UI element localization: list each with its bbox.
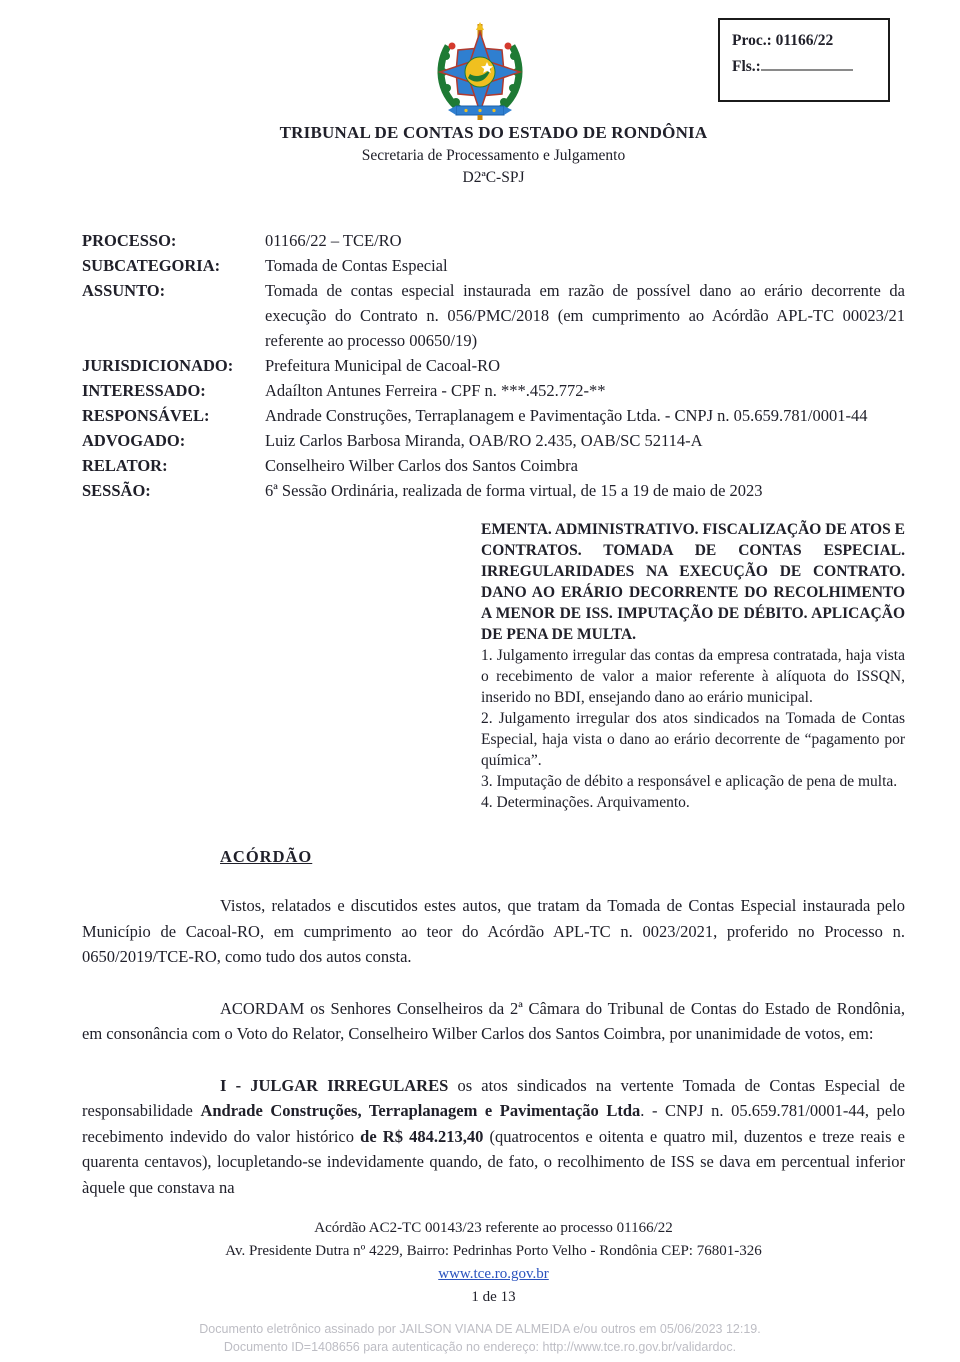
meta-row-advogado [82, 428, 905, 453]
responsible-company-name: Andrade Construções, Terraplanagem e Pavimentação Ltda [200, 1101, 641, 1120]
meta-value: Tomada de Contas Especial [265, 256, 448, 275]
decision-text: os atos sindicados na vertente Tomada de Contas Especial de responsabilidade [82, 1075, 905, 1120]
meta-value: Andrade Construções, Terraplanagem e Pavimentação Ltda. - CNPJ n. 05.659.781/0001-44 [265, 406, 868, 425]
meta-label: RELATOR: [82, 456, 168, 475]
acordao-paragraph-2: ACORDAM os Senhores Conselheiros da 2ª Câmara do Tribunal de Contas do Estado de Rondônia, em consonância com o Voto do Relator, Conselheiro Wilber Carlos dos Santos Coimbra, por unanimidade de votos, em: [82, 998, 905, 1043]
acordao-heading: ACÓRDÃO [220, 847, 313, 866]
meta-row-sessao [82, 478, 905, 503]
decision-text: . - CNPJ n. 05.659.781/0001-44, pelo recebimento indevido do valor histórico [82, 1101, 905, 1146]
court-secretariat: Secretaria de Processamento e Julgamento [361, 147, 626, 164]
meta-row-assunto [82, 278, 905, 353]
meta-value: Prefeitura Municipal de Cacoal-RO [265, 356, 501, 375]
ementa-heading: EMENTA. ADMINISTRATIVO. FISCALIZAÇÃO DE ATOS E CONTRATOS. TOMADA DE CONTAS ESPECIAL. IRREGULARIDADES NA EXECUÇÃO DE CONTRATO. DANO AO ERÁRIO DECORRENTE DO RECOLHIMENTO A MENOR DE ISS. IMPUTAÇÃO DE DÉBITO. APLICAÇÃO DE PENA DE MULTA. [481, 521, 905, 643]
digital-signature-watermark [0, 1320, 960, 1356]
decision-item-number: I - JULGAR IRREGULARES [220, 1075, 449, 1095]
meta-label: JURISDICIONADO: [82, 356, 234, 375]
meta-row-subcategoria [82, 253, 905, 278]
meta-label: SESSÃO: [82, 481, 151, 500]
ementa-item-2: 2. Julgamento irregular dos atos sindicados na Tomada de Contas Especial, haja vista o dano ao erário decorrente de “pagamento por química”. [481, 710, 905, 769]
document-id-line: Documento ID=1408656 para autenticação no endereço: http://www.tce.ro.gov.br/validardoc. [223, 1340, 737, 1354]
tce-website-link[interactable]: www.tce.ro.gov.br [438, 1265, 549, 1282]
meta-value: 6ª Sessão Ordinária, realizada de forma virtual, de 15 a 19 de maio de 2023 [265, 481, 763, 500]
page-footer [82, 1217, 905, 1309]
decision-paragraph-1 [82, 1073, 905, 1201]
court-department: D2ªC-SPJ [462, 169, 525, 186]
signature-line: Documento eletrônico assinado por JAILSON VIANA DE ALMEIDA e/ou outros em 05/06/2023 12:19. [199, 1322, 761, 1336]
meta-row-responsavel [82, 403, 905, 428]
meta-label: RESPONSÁVEL: [82, 406, 210, 425]
meta-label: PROCESSO: [82, 231, 177, 250]
meta-label: INTERESSADO: [82, 381, 206, 400]
meta-value: Adaílton Antunes Ferreira - CPF n. ***.452.772-** [265, 381, 606, 400]
meta-row-processo [82, 228, 905, 253]
ementa-item-3: 3. Imputação de débito a responsável e aplicação de pena de multa. [481, 773, 898, 790]
page-number: 1 de 13 [471, 1288, 516, 1305]
meta-row-relator [82, 453, 905, 478]
footer-address: Av. Presidente Dutra nº 4229, Bairro: Pedrinhas Porto Velho - Rondônia CEP: 76801-326 [225, 1242, 762, 1259]
meta-row-jurisdicionado [82, 353, 905, 378]
footer-acordao-reference: Acórdão AC2-TC 00143/23 referente ao processo 01166/22 [314, 1219, 673, 1236]
acordao-paragraph-1: Vistos, relatados e discutidos estes autos, que tratam da Tomada de Contas Especial instaurada pelo Município de Cacoal-RO, em cumprimento ao teor do Acórdão APL-TC n. 0023/2021, proferido no Processo n. 0650/2019/TCE-RO, como tudo dos autos consta. [82, 896, 905, 966]
meta-value: Luiz Carlos Barbosa Miranda, OAB/RO 2.435, OAB/SC 52114-A [265, 431, 703, 450]
meta-value: Tomada de contas especial instaurada em razão de possível dano ao erário decorrente da execução do Contrato n. 056/PMC/2018 (em cumprimento ao Acórdão APL-TC 00023/21 referente ao processo 00650/19) [265, 281, 905, 350]
decision-text: (quatrocentos e oitenta e quatro mil, duzentos e treze reais e quarenta centavos), locupletando-se indevidamente quando, de fato, o recolhimento de ISS se dava em percentual inferior àquele que constava na [82, 1126, 906, 1197]
meta-label: ASSUNTO: [82, 281, 166, 300]
meta-value: Conselheiro Wilber Carlos dos Santos Coimbra [265, 456, 578, 475]
fls-label: Fls.: [732, 58, 761, 75]
document-header [82, 122, 905, 188]
meta-value: 01166/22 – TCE/RO [265, 231, 402, 250]
meta-label: ADVOGADO: [82, 431, 186, 450]
proc-number: Proc.: 01166/22 [732, 32, 834, 49]
meta-label: SUBCATEGORIA: [82, 256, 221, 275]
ementa-block [481, 519, 905, 813]
ementa-item-1: 1. Julgamento irregular das contas da empresa contratada, haja vista o recebimento de valor a maior referente à alíquota do ISSQN, inserido no BDI, ensejando dano ao erário municipal. [481, 647, 905, 706]
debt-amount: de R$ 484.213,40 [360, 1126, 484, 1146]
ementa-item-4: 4. Determinações. Arquivamento. [481, 794, 690, 811]
process-metadata [82, 228, 905, 503]
court-title: TRIBUNAL DE CONTAS DO ESTADO DE RONDÔNIA [279, 123, 708, 142]
meta-row-interessado [82, 378, 905, 403]
